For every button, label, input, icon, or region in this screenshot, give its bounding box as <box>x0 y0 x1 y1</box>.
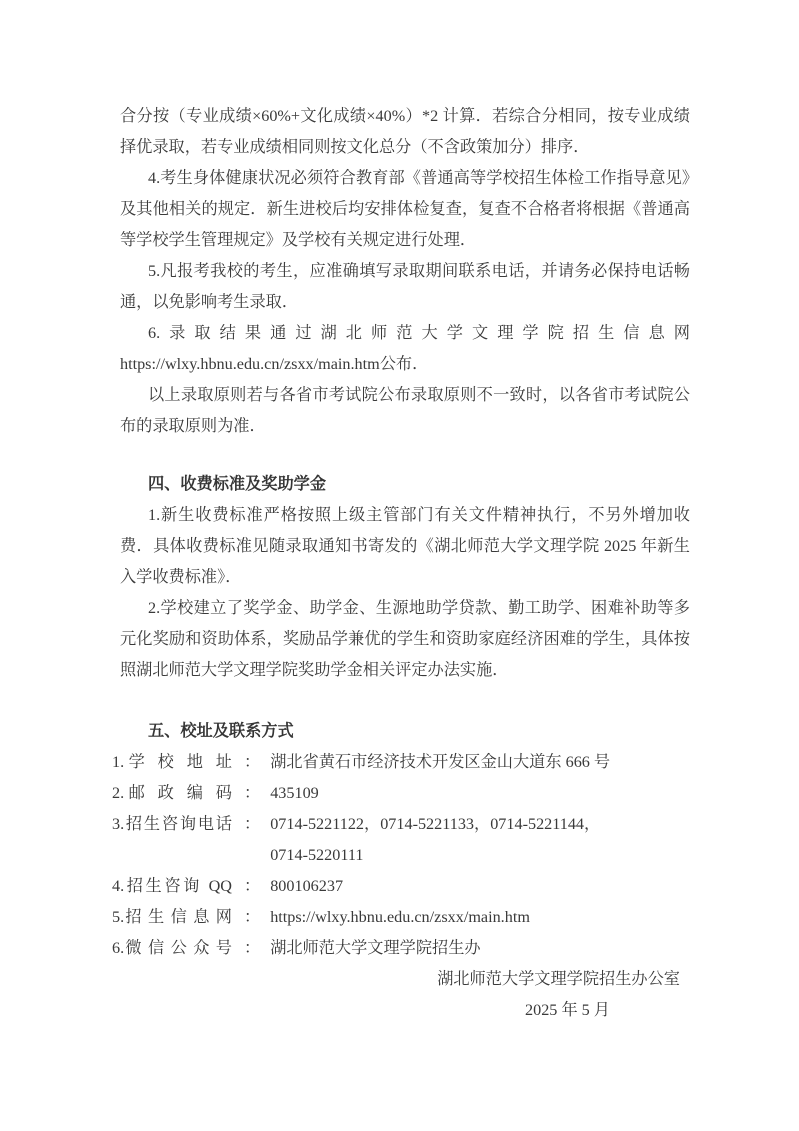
contact-label-admission-phone: 3.招生咨询电话 <box>112 815 232 833</box>
para-fees-standard: 1.新生收费标准严格按照上级主管部门有关文件精神执行，不另外增加收费．具体收费标准见随录取通知书寄发的《湖北师范大学文理学院 2025 年新生入学收费标准》． <box>120 506 690 586</box>
contact-label-postal-code: 2.邮 政 编 码 <box>112 784 232 802</box>
contact-label-school-address: 1.学 校 地 址 <box>112 753 232 771</box>
contact-label-admission-qq: 4.招生咨询 QQ <box>112 877 232 895</box>
heading-section4-fees-scholarships: 四、收费标准及奖助学金 <box>148 475 327 493</box>
contact-value-school-address: 湖北省黄石市经济技术开发区金山大道东 666 号 <box>270 753 611 771</box>
contact-value-admission-phone <box>270 809 690 871</box>
contact-value-wechat-account: 湖北师范大学文理学院招生办 <box>270 939 481 957</box>
para-provincial-rules-priority: 以上录取原则若与各省市考试院公布录取原则不一致时，以各省市考试院公布的录取原则为准． <box>120 386 690 435</box>
contact-row-wechat-account <box>112 933 690 964</box>
contact-row-postal-code <box>112 778 690 809</box>
colon-separator: ： <box>244 815 261 833</box>
contact-value-postal-code: 435109 <box>270 784 319 802</box>
contact-label-wechat-account: 6.微 信 公 众 号 <box>112 939 232 957</box>
para-scholarship-system: 2.学校建立了奖学金、助学金、生源地助学贷款、勤工助学、困难补助等多元化奖励和资助体系，奖励品学兼优的学生和资助家庭经济困难的学生，具体按照湖北师范大学文理学院奖助学金相关评定办法实施． <box>120 599 690 679</box>
para-item5-contact-phone: 5.凡报考我校的考生，应准确填写录取期间联系电话，并请务必保持电话畅通，以免影响考生录取． <box>120 262 690 311</box>
signature-date: 2025 年 5 月 <box>525 1001 610 1019</box>
phone-numbers-line1: 0714-5221122，0714-5221133，0714-5221144， <box>270 815 601 833</box>
signature-office: 湖北师范大学文理学院招生办公室 <box>437 970 680 988</box>
contact-label-admission-website: 5.招 生 信 息 网 <box>112 908 232 926</box>
contact-row-school-address <box>112 747 690 778</box>
colon-separator: ： <box>244 784 261 802</box>
contact-row-admission-website <box>112 902 690 933</box>
para-item6-admission-results-url: 6.录取结果通过湖北师范大学文理学院招生信息网https://wlxy.hbnu.edu.cn/zsxx/main.htm公布． <box>120 324 690 373</box>
contact-value-admission-website-url: https://wlxy.hbnu.edu.cn/zsxx/main.htm <box>270 908 530 926</box>
phone-numbers-line2: 0714-5220111 <box>270 846 364 864</box>
contact-row-admission-qq <box>112 871 690 902</box>
para-composite-score-rule: 合分按（专业成绩×60%+文化成绩×40%）*2 计算．若综合分相同，按专业成绩择优录取，若专业成绩相同则按文化总分（不含政策加分）排序． <box>120 107 690 156</box>
colon-separator: ： <box>244 753 261 771</box>
para-item4-physical-exam: 4.考生身体健康状况必须符合教育部《普通高等学校招生体检工作指导意见》及其他相关的规定．新生进校后均安排体检复查，复查不合格者将根据《普通高等学校学生管理规定》及学校有关规定进行处理． <box>120 169 690 249</box>
colon-separator: ： <box>244 877 261 895</box>
heading-section5-address-contact: 五、校址及联系方式 <box>148 722 294 740</box>
contact-row-admission-phone <box>112 809 690 871</box>
colon-separator: ： <box>244 939 261 957</box>
colon-separator: ： <box>244 908 261 926</box>
contact-value-admission-qq: 800106237 <box>270 877 344 895</box>
